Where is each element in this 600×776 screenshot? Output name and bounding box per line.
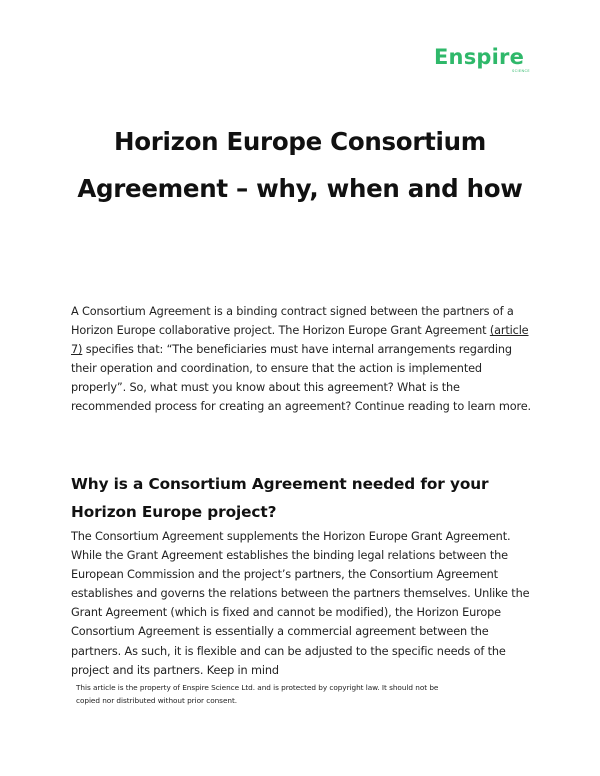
enspire-logo (434, 44, 534, 78)
intro-paragraph (71, 302, 536, 417)
logo-wordmark: Enspire (434, 45, 525, 69)
footer-line-1: This article is the property of Enspire Science Ltd. and is protected by copyright law. It should not be (76, 683, 439, 692)
page-title: Horizon Europe Consortium Agreement – why, when and how (77, 127, 523, 203)
article-7-link[interactable]: (article 7) (71, 324, 529, 357)
section-body-paragraph: The Consortium Agreement supplements the Horizon Europe Grant Agreement. While the Grant Agreement establishes the binding legal relations between the European Commission and the project’s partners, the Consortium Agreement establishes and governs the relations between the partners themselves. Unlike the Grant Agreement (which is fixed and cannot be modified), the Horizon Europe Consortium Agreement is essentially a commercial agreement between the partners. As such, it is flexible and can be adjusted to the specific needs of the project and its partners. Keep in mind (71, 530, 530, 677)
section-heading: Why is a Consortium Agreement needed for your Horizon Europe project? (71, 475, 489, 521)
intro-text-end: specifies that: “The beneficiaries must have internal arrangements regarding their operation and coordination, to ensure that the action is implemented properly”. So, what must you know about this agreement? What is the recommended process for creating an agreement? Continue reading to learn more. (71, 343, 531, 414)
intro-text-start: A Consortium Agreement is a binding contract signed between the partners of a Horizon Europe collaborative project. The Horizon Europe Grant Agreement (71, 305, 514, 338)
footer-line-2: copied nor distributed without prior consent. (76, 696, 238, 705)
copyright-footer (76, 681, 496, 707)
logo-tagline: SCIENCE (512, 69, 530, 73)
